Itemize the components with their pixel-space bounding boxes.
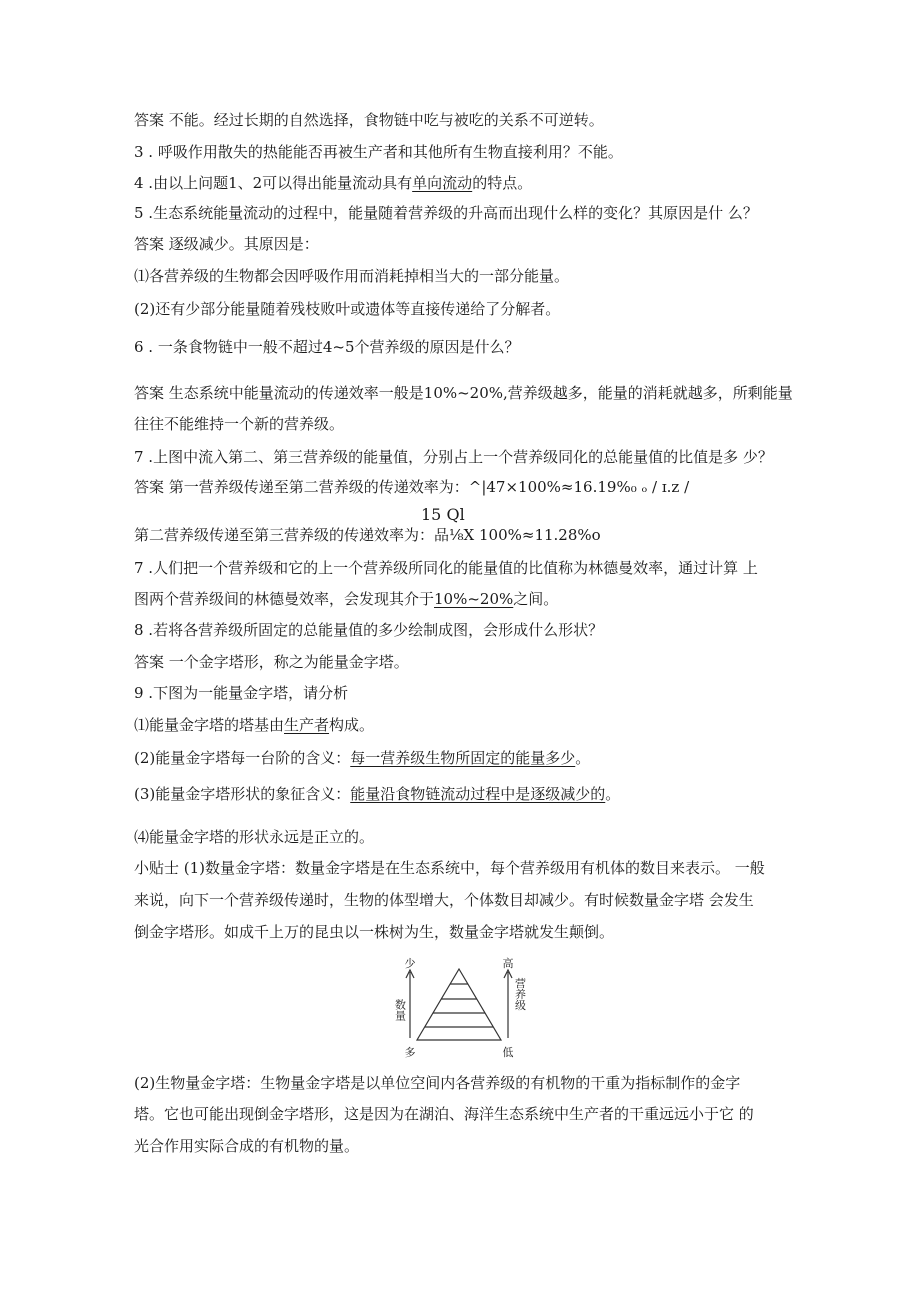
line-17: 8 .若将各营养级所固定的总能量值的多少绘制成图，会形成什么形状？	[134, 621, 604, 639]
line-12: 答案 第一营养级传递至第二营养级的传递效率为：^|47×100%≈16.19%₀ ₒ / ɪ.ᴢ /	[134, 478, 690, 496]
line-21-text: (2)能量金字塔每一台阶的含义：	[134, 749, 351, 767]
line-11: 7 .上图中流入第二、第三营养级的能量值，分别占上一个营养级同化的总能量值的比值是多 少？	[134, 448, 773, 466]
line-20	[134, 715, 374, 735]
line-3	[134, 173, 532, 193]
energy-pyramid-figure	[390, 956, 540, 1066]
left-top-label: 少	[404, 957, 416, 970]
line-27: (2)生物量金字塔：生物量金字塔是以单位空间内各营养级的有机物的干重为指标制作的金字	[134, 1074, 741, 1092]
line-20-text: ⑴能量金字塔的塔基由	[134, 716, 285, 734]
line-3-text: 4 .由以上问题1、2可以得出能量流动具有	[134, 174, 413, 192]
line-28: 塔。它也可能出现倒金字塔形，这是因为在湖泊、海洋生态系统中生产者的干重远远小于它 的	[134, 1105, 754, 1123]
line-21-tail: 。	[575, 749, 591, 767]
line-9: 答案 生态系统中能量流动的传递效率一般是10%~20%,营养级越多，能量的消耗就越多，所剩能量	[134, 384, 793, 402]
line-22-underlined: 能量沿食物链流动过程中是逐级减少的	[350, 785, 606, 803]
fraction-denominator: 15 Ql	[421, 505, 465, 524]
left-bottom-label: 多	[404, 1046, 416, 1059]
line-16	[134, 589, 558, 609]
line-26: 倒金字塔形。如成千上万的昆虫以一株树为生，数量金字塔就发生颠倒。	[134, 923, 615, 941]
right-top-label: 高	[502, 957, 514, 970]
right-bottom-label: 低	[502, 1046, 514, 1059]
line-19: 9 .下图为一能量金字塔，请分析	[134, 684, 349, 702]
line-16-underlined: 10%~20%	[434, 590, 514, 608]
line-20-underlined: 生产者	[284, 716, 330, 734]
line-14: 第二营养级传递至第三营养级的传递效率为：品⅛X 100%≈11.28%o	[134, 526, 601, 544]
line-6: ⑴各营养级的生物都会因呼吸作用而消耗掉相当大的一部分能量。	[134, 267, 570, 285]
line-2: 3 . 呼吸作用散失的热能能否再被生产者和其他所有生物直接利用？不能。	[134, 143, 623, 161]
line-1: 答案 不能。经过长期的自然选择，食物链中吃与被吃的关系不可逆转。	[134, 111, 604, 129]
line-3-tail: 的特点。	[472, 174, 533, 192]
line-21-underlined: 每一营养级生物所固定的能量多少	[350, 749, 576, 767]
line-22	[134, 784, 620, 804]
line-7: (2)还有少部分能量随着残枝败叶或遗体等直接传递给了分解者。	[134, 300, 561, 318]
line-21	[134, 748, 590, 768]
line-15: 7 .人们把一个营养级和它的上一个营养级所同化的能量值的比值称为林德曼效率，通过计算 上	[134, 559, 758, 577]
pyramid-outline	[417, 969, 501, 1040]
line-24: 小贴士 (1)数量金字塔：数量金字塔是在生态系统中，每个营养级用有机体的数目来表示。 一般	[134, 859, 765, 877]
line-22-tail: 。	[605, 785, 621, 803]
left-axis-label: 数量	[393, 999, 407, 1021]
line-16-tail: 之间。	[513, 590, 559, 608]
line-20-tail: 构成。	[329, 716, 375, 734]
line-8: 6 . 一条食物链中一般不超过4~5个营养级的原因是什么？	[134, 338, 520, 356]
right-axis-label: 营养级	[513, 977, 527, 1011]
line-10: 往往不能维持一个新的营养级。	[134, 415, 345, 433]
line-3-underlined: 单向流动	[412, 174, 473, 192]
line-18: 答案 一个金字塔形，称之为能量金字塔。	[134, 653, 409, 671]
line-4: 5 .生态系统能量流动的过程中，能量随着营养级的升高而出现什么样的变化？其原因是什 么？	[134, 204, 758, 222]
line-16-text: 图两个营养级间的林德曼效率，会发现其介于	[134, 590, 435, 608]
line-25: 来说，向下一个营养级传递时，生物的体型增大，个体数目却减少。有时候数量金字塔 会发生	[134, 891, 754, 909]
line-5: 答案 逐级减少。其原因是：	[134, 235, 319, 253]
line-29: 光合作用实际合成的有机物的量。	[134, 1137, 360, 1155]
line-23: ⑷能量金字塔的形状永远是正立的。	[134, 828, 375, 846]
line-22-text: (3)能量金字塔形状的象征含义：	[134, 785, 351, 803]
